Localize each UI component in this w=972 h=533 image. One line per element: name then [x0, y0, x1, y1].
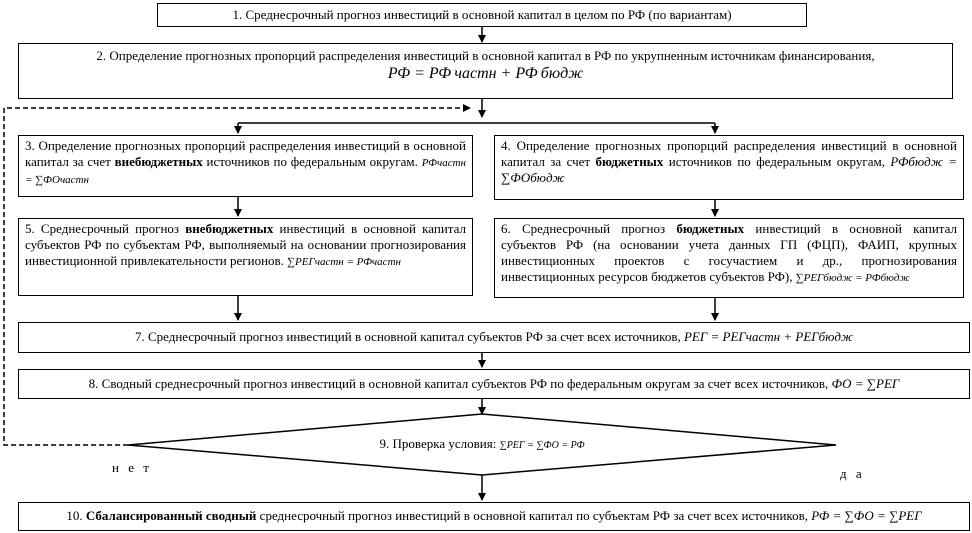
- step-5-formula: ∑РЕГчастн = РФчастн: [287, 256, 401, 268]
- step-4-box: [494, 135, 964, 200]
- step-9-formula: ∑РЕГ = ∑ФО = РФ: [499, 440, 585, 451]
- step-5-box: [18, 218, 473, 296]
- step-5-text-pre: 5. Среднесрочный прогноз: [25, 221, 186, 236]
- step-3-formula: РФчастн = ∑ФОчастн: [25, 157, 466, 186]
- step-4-text-post: источников по федеральным округам,: [663, 154, 891, 169]
- decision-yes-label: д а: [840, 466, 865, 481]
- step-10-text-bold: Сбалансированный сводный: [85, 508, 257, 523]
- step-4-formula: РФбюдж = ∑ФОбюдж: [501, 154, 958, 185]
- step-8-formula: ФО = ∑РЕГ: [831, 376, 900, 391]
- step-3-box: [18, 135, 473, 197]
- step-10-text-pre: 10.: [66, 508, 86, 523]
- step-10-box: [18, 502, 970, 531]
- step-5-text-bold: внебюджетных: [185, 221, 274, 236]
- step-7-box: [18, 322, 970, 353]
- step-1-text: 1. Среднесрочный прогноз инвестиций в основной капитал в целом по РФ (по вариантам): [232, 7, 732, 22]
- step-3-text-pre: 3. Определение прогнозных пропорций распределения инвестиций в основной капитал за счет: [25, 138, 466, 169]
- step-8-text: 8. Сводный среднесрочный прогноз инвестиций в основной капитал субъектов РФ по федеральным округам за счет всех источников,: [88, 376, 832, 391]
- step-6-formula: ∑РЕГбюдж = РФбюдж: [795, 272, 910, 284]
- step-10-text-post: среднесрочный прогноз инвестиций в основной капитал по субъектам РФ за счет всех источников,: [256, 508, 812, 523]
- step-8-box: [18, 369, 970, 399]
- step-6-box: [494, 218, 964, 298]
- step-6-text-pre: 6. Среднесрочный прогноз: [501, 221, 677, 236]
- step-6-text-post: инвестиций в основной капитал субъектов РФ (на основании учета данных ГП (ФЦП), ФАИП, крупных инвестиционных проектов с госучастием и др., прогнозирования инвестиционных ресурсов бюджетов субъектов РФ),: [501, 221, 958, 284]
- step-6-text-bold: бюджетных: [676, 221, 745, 236]
- step-9-text: 9. Проверка условия:: [379, 436, 500, 451]
- step-4-text-bold: бюджетных: [595, 154, 664, 169]
- step-4-text-pre: 4. Определение прогнозных пропорций распределения инвестиций в основной капитал за счет: [501, 138, 957, 169]
- step-2-box: [18, 43, 953, 99]
- step-7-formula: РЕГ = РЕГчастн + РЕГбюдж: [683, 329, 854, 344]
- step-2-text: 2. Определение прогнозных пропорций распределения инвестиций в основной капитал в РФ по укрупненным источникам финансирования,: [96, 48, 875, 63]
- step-5-text-post: инвестиций в основной капитал субъектов РФ по субъектам РФ, выполняемый на основании прогнозирования инвестиционной привлекательности регионов.: [25, 221, 467, 268]
- step-10-formula: РФ = ∑ФО = ∑РЕГ: [811, 508, 922, 523]
- step-1-box: [157, 3, 807, 27]
- step-3-text-bold: внебюджетных: [114, 154, 203, 169]
- step-9-label: [300, 436, 664, 452]
- decision-no-label: н е т: [112, 460, 152, 475]
- step-7-text: 7. Среднесрочный прогноз инвестиций в основной капитал субъектов РФ за счет всех источников,: [134, 329, 684, 344]
- step-3-text-post: источников по федеральным округам.: [202, 154, 422, 169]
- step-2-formula: РФ = РФ частн + РФ бюдж: [387, 65, 584, 82]
